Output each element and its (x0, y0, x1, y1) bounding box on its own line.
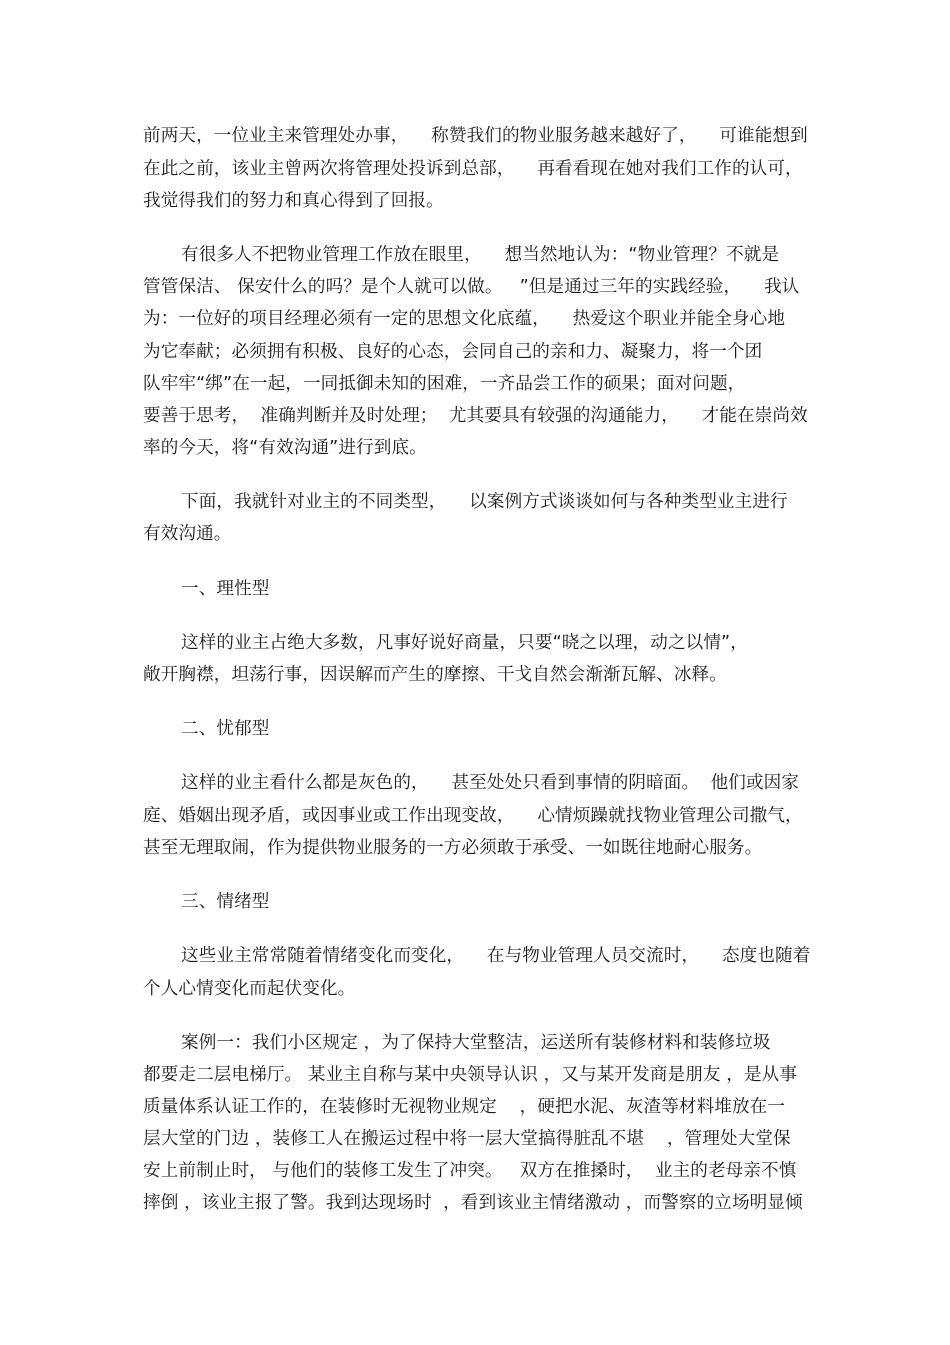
text-line: 下面，我就针对业主的不同类型， 以案例方式谈谈如何与各种类型业主进行 (181, 492, 788, 512)
text-line: 这样的业主占绝大多数，凡事好说好商量，只要“晓之以理，动之以情”， (181, 633, 748, 653)
text-line: 摔倒 ，该业主报了警。我到达现场时 ，看到该业主情绪激动 ，而警察的立场明显倾 (143, 1193, 803, 1213)
section-heading: 一、理性型 (181, 579, 270, 599)
text-line: 有很多人不把物业管理工作放在眼里， 想当然地认为：“物业管理？不就是 (181, 245, 780, 265)
text-line: 这样的业主看什么都是灰色的， 甚至处处只看到事情的阴暗面。 他们或因家 (181, 773, 800, 793)
text-line: 层大堂的门边 ，装修工人在搬运过程中将一层大堂搞得脏乱不堪 ，管理处大堂保 (143, 1129, 791, 1149)
text-line: 个人心情变化而起伏变化。 (143, 979, 356, 999)
section-heading: 二、忧郁型 (181, 719, 270, 739)
text-line: 管管保洁、 保安什么的吗？是个人就可以做。 ”但是通过三年的实践经验， 我认 (143, 277, 800, 297)
text-line: 前两天，一位业主来管理处办事， 称赞我们的物业服务越来越好了， 可谁能想到 (143, 126, 808, 146)
text-line: 为它奉献；必须拥有积极、良好的心态，会同自己的亲和力、凝聚力，将一个团 (143, 342, 763, 362)
text-line: 庭、婚姻出现矛盾，或因事业或工作出现变故， 心情烦躁就找物业管理公司撒气， (143, 806, 803, 826)
text-line: 队牢牢“绑”在一起，一同抵御未知的困难，一齐品尝工作的硕果；面对问题， (143, 374, 746, 394)
text-line: 率的今天，将“有效沟通”进行到底。 (143, 438, 427, 458)
text-line: 要善于思考， 准确判断并及时处理； 尤其要具有较强的沟通能力， 才能在崇尚效 (143, 406, 808, 426)
text-line: 为：一位好的项目经理必须有一定的思想文化底蕴， 热爱这个职业并能全身心地 (143, 309, 786, 329)
section-heading: 三、情绪型 (181, 892, 270, 912)
text-line: 甚至无理取闹，作为提供物业服务的一方必须敢于承受、一如既往地耐心服务。 (143, 838, 763, 858)
text-line: 这些业主常常随着情绪变化而变化， 在与物业管理人员交流时， 态度也随着 (181, 946, 811, 966)
text-line: 敞开胸襟，坦荡行事，因误解而产生的摩擦、干戈自然会渐渐瓦解、冰释。 (143, 665, 727, 685)
text-line: 有效沟通。 (143, 524, 232, 544)
text-line: 都要走二层电梯厅。 某业主自称与某中央领导认识 ，又与某开发商是朋友 ，是从事 (143, 1065, 798, 1085)
text-line: 在此之前，该业主曾两次将管理处投诉到总部， 再看看现在她对我们工作的认可， (143, 159, 803, 179)
text-line: 我觉得我们的努力和真心得到了回报。 (143, 191, 444, 211)
text-line: 安上前制止时， 与他们的装修工发生了冲突。 双方在推搡时， 业主的老母亲不慎 (143, 1161, 797, 1181)
text-line: 案例一：我们小区规定 ，为了保持大堂整洁，运送所有装修材料和装修垃圾 (181, 1033, 771, 1053)
text-line: 质量体系认证工作的，在装修时无视物业规定 ，硬把水泥、灰渣等材料堆放在一 (143, 1097, 786, 1117)
